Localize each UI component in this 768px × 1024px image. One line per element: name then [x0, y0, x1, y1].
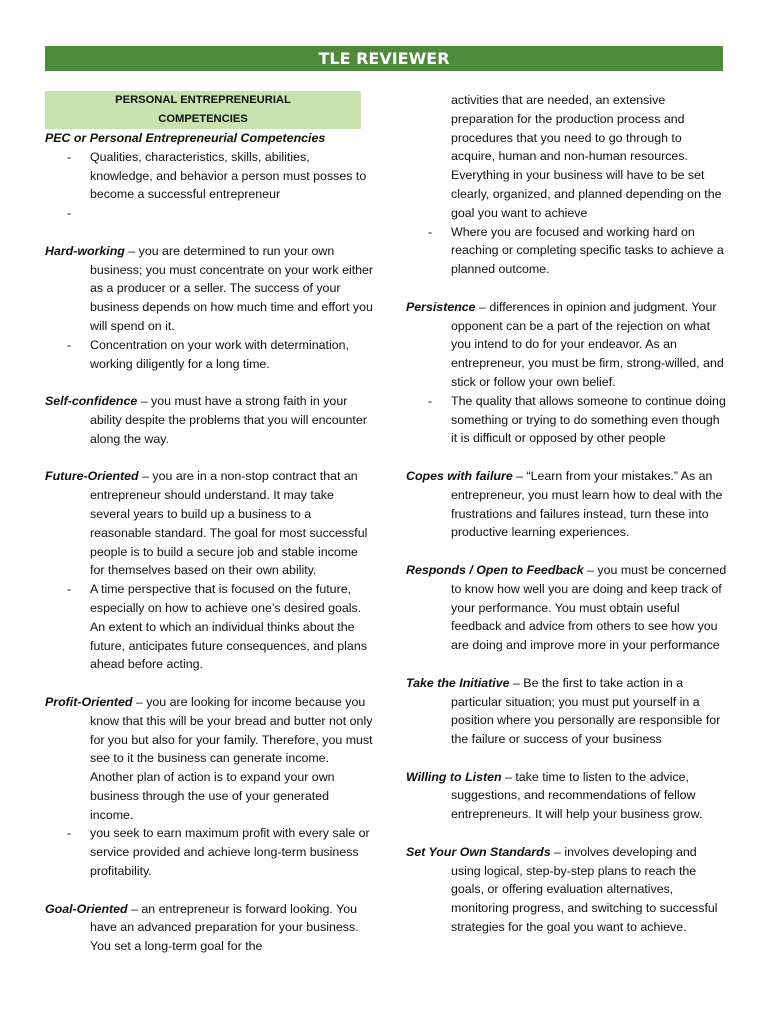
competency-copes-with-failure: Copes with failure – “Learn from your mistakes.” As an entrepreneur, you must learn how to deal with the frustrations and failures instead, turn these into productive learning experiences. — [406, 468, 723, 540]
competency-take-initiative: Take the Initiative – Be the first to take action in a particular situation; you must put yourself in a position where you personally are responsible for the failure or success of your business — [406, 675, 721, 747]
goal-oriented-continuation: activities that are needed, an extensive preparation for the production process and procedures that you need to go through to acquire, human and non-human resources. Everything in your business will have to be set clearly, organized, and planned depending on the goal you want to achieve — [451, 93, 722, 220]
list-item: - Where you are focused and working hard on reaching or completing specific tasks to achieve a planned outcome. — [428, 224, 724, 277]
section-heading: PERSONAL ENTREPRENEURIAL COMPETENCIES — [45, 91, 375, 129]
competency-set-own-standards: Set Your Own Standards – involves developing and using logical, step-by-step plans to reach the goals, or offering evaluation alternatives, monitoring progress, and switching to successful strategies for the goal you want to achieve. — [406, 844, 718, 935]
document-title: TLE REVIEWER — [45, 46, 723, 71]
left-column — [45, 91, 375, 956]
competency-self-confidence: Self-confidence – you must have a strong faith in your ability despite the problems that you will encounter along the way. — [45, 394, 367, 446]
competency-future-oriented: Future-Oriented – you are in a non-stop contract that an entrepreneur should understand. It may take several years to build up a business to a reasonable standard. The goal for most successful people is to build a secure job and stable income for themselves based on their own ability. — [45, 469, 368, 578]
right-column — [406, 91, 728, 937]
list-item: - you seek to earn maximum profit with every sale or service provided and achieve long-term business profitability. — [67, 826, 370, 879]
competency-hard-working: Hard-working – you are determined to run your own business; you must concentrate on your work either as a producer or a seller. The success of your business depends on how much time and effort you will spend on it. — [45, 243, 374, 333]
list-item: - The quality that allows someone to continue doing something or trying to do something even though it is difficult or opposed by other people — [428, 393, 726, 446]
competency-profit-oriented: Profit-Oriented – you are looking for income because you know that this will be your bread and butter not only for you but also for your family. Therefore, you must see to it the business can generate income. Another plan of action is to expand your own business through the use of your generated income. — [45, 694, 373, 822]
list-item: - Concentration on your work with determination, working diligently for a long time. — [67, 337, 349, 371]
competency-responds-to-feedback: Responds / Open to Feedback – you must be concerned to know how well you are doing and keep track of your performance. You must obtain useful feedback and advice from others to see how you are doing and improve more in your performance — [406, 562, 727, 653]
list-item: - Qualities, characteristics, skills, abilities, knowledge, and behavior a person must posses to become a successful entrepreneur — [67, 149, 367, 202]
competency-willing-to-listen: Willing to Listen – take time to listen to the advice, suggestions, and recommendations of fellow entrepreneurs. It will help your business grow. — [406, 769, 703, 822]
competency-persistence: Persistence – differences in opinion and judgment. Your opponent can be a part of the rejection on what you intend to do for your endeavor. As an entrepreneur, you must be firm, strong-willed, and stick or follow your own belief. — [406, 299, 724, 389]
competency-goal-oriented: Goal-Oriented – an entrepreneur is forward looking. You have an advanced preparation for your business. You set a long-term goal for the — [45, 901, 359, 954]
list-item-empty: - — [67, 206, 72, 221]
pec-definition-term: PEC or Personal Entrepreneurial Competencies — [45, 131, 326, 145]
list-item: - A time perspective that is focused on the future, especially on how to achieve one’s desired goals. An extent to which an individual thinks about the future, anticipates future consequences, and plans ahead before acting. — [67, 582, 367, 672]
